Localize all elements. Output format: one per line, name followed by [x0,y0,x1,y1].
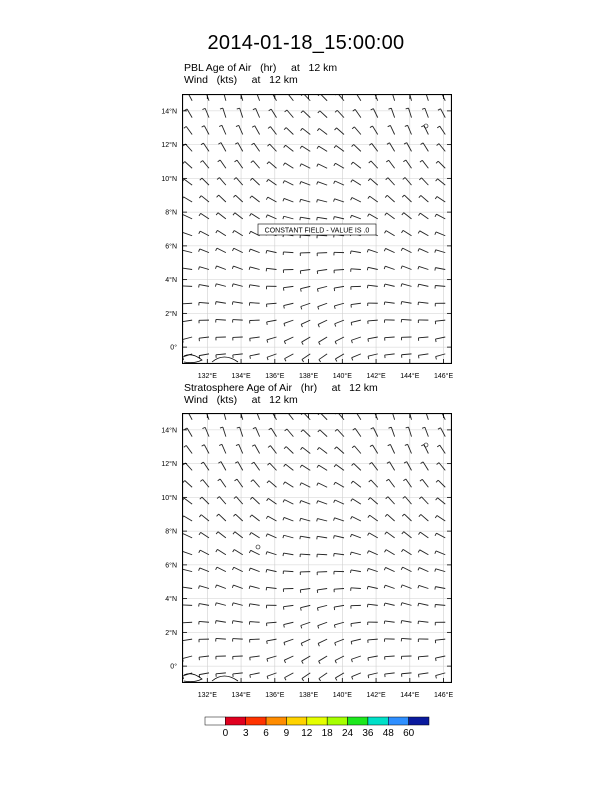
lat-tick-label: 2°N [165,310,177,318]
lat-tick-label: 2°N [165,629,177,637]
colorbar-label: 0 [222,728,229,739]
lon-tick-label: 136°E [265,373,285,380]
lon-tick-label: 146°E [433,373,454,380]
colorbar-label: 12 [301,728,313,739]
lon-tick-label: 132°E [197,373,217,380]
page-title: 2014-01-18_15:00:00 [207,32,405,54]
lat-tick-label: 0° [170,344,177,352]
lon-tick-label: 134°E [231,373,251,380]
lat-tick-label: 4°N [165,596,177,604]
colorbar-label: 6 [263,728,269,739]
lat-tick-label: 8°N [165,209,177,217]
lat-tick-label: 12°N [161,142,177,150]
lon-tick-label: 142°E [366,692,386,699]
colorbar-label: 24 [341,728,354,739]
lon-tick-label: 138°E [298,373,319,380]
lon-tick-label: 140°E [332,373,352,380]
lat-tick-label: 6°N [165,562,177,570]
colorbar-label: 48 [382,728,394,739]
lon-tick-label: 132°E [197,692,217,699]
panel2-field-label: Stratosphere Age of Air (hr) at 12 km [184,382,378,394]
panel1-field-label: PBL Age of Air (hr) at 12 km [184,62,338,74]
lat-tick-label: 4°N [165,277,177,285]
panel1-wind-label: Wind (kts) at 12 km [184,74,298,86]
lon-tick-label: 140°E [332,692,352,699]
lat-tick-label: 14°N [161,427,177,435]
lon-tick-label: 138°E [298,692,319,699]
panel2-wind-label: Wind (kts) at 12 km [184,394,298,406]
lon-tick-label: 146°E [433,692,454,699]
lon-tick-label: 136°E [265,692,285,699]
colorbar-label: 60 [403,728,415,739]
lon-tick-label: 142°E [366,373,386,380]
lat-tick-label: 14°N [161,108,177,116]
colorbar-label: 9 [283,728,290,739]
constant-field-label: CONSTANT FIELD - VALUE IS .0 [264,227,370,235]
lat-tick-label: 6°N [165,243,177,251]
lat-tick-label: 8°N [165,528,177,536]
lat-tick-label: 10°N [161,494,177,502]
lon-tick-label: 144°E [400,373,420,380]
lon-tick-label: 134°E [231,692,251,699]
colorbar-label: 3 [242,728,249,739]
colorbar-label: 18 [321,728,333,739]
lon-tick-label: 144°E [400,692,420,699]
lat-tick-label: 10°N [161,175,177,183]
colorbar-label: 36 [362,728,374,739]
lat-tick-label: 0° [170,663,177,671]
lat-tick-label: 12°N [161,461,177,469]
